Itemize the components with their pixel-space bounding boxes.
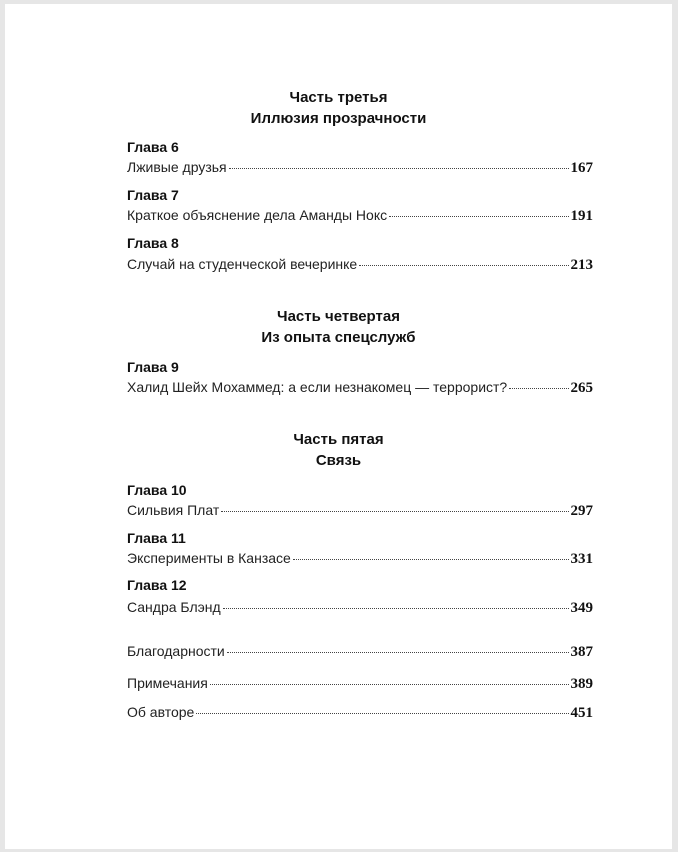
chapter-label: Глава 12 [127, 577, 187, 593]
toc-entry[interactable] [127, 501, 593, 520]
entry-title: Об авторе [127, 704, 195, 720]
part-heading [5, 306, 672, 348]
toc-entry[interactable] [127, 549, 593, 568]
chapter-label: Глава 7 [127, 187, 179, 203]
part-label: Часть четвертая [277, 308, 400, 325]
part-title: Связь [315, 452, 362, 469]
chapter-label: Глава 8 [127, 235, 179, 251]
page-number: 191 [570, 208, 593, 224]
entry-title: Сандра Блэнд [127, 599, 221, 615]
part-title: Из опыта спецслужб [261, 329, 416, 346]
dot-leader [210, 684, 569, 685]
page-number: 265 [570, 380, 593, 396]
entry-title: Лживые друзья [127, 159, 227, 175]
chapter-label: Глава 6 [127, 139, 179, 155]
toc-entry[interactable] [127, 378, 593, 397]
chapter-label: Глава 9 [127, 359, 179, 375]
entry-title: Благодарности [127, 643, 225, 659]
chapter-label: Глава 11 [127, 530, 186, 546]
toc-entry[interactable] [127, 598, 593, 617]
chapter-label: Глава 10 [127, 482, 187, 498]
dot-leader [221, 511, 568, 512]
toc-entry[interactable] [127, 255, 593, 274]
dot-leader [509, 388, 568, 389]
part-label: Часть пятая [293, 431, 384, 448]
entry-title: Халид Шейх Мохаммед: а если незнакомец — террорист? [127, 379, 508, 395]
page-number: 389 [570, 676, 593, 692]
entry-title: Примечания [127, 675, 208, 691]
part-heading [5, 429, 672, 471]
toc-entry[interactable] [127, 642, 593, 661]
dot-leader [229, 168, 569, 169]
page-number: 297 [570, 503, 593, 519]
dot-leader [389, 216, 568, 217]
dot-leader [359, 265, 568, 266]
part-label: Часть третья [289, 89, 388, 106]
dot-leader [196, 713, 568, 714]
toc-entry[interactable] [127, 206, 593, 225]
dot-leader [293, 559, 569, 560]
toc-page [5, 4, 672, 849]
page-number: 387 [570, 644, 593, 660]
entry-title: Случай на студенческой вечеринке [127, 256, 358, 272]
part-title: Иллюзия прозрачности [250, 110, 427, 127]
dot-leader [223, 608, 569, 609]
entry-title: Краткое объяснение дела Аманды Нокс [127, 207, 388, 223]
page-number: 213 [570, 257, 593, 273]
toc-entry[interactable] [127, 703, 593, 722]
page-number: 167 [570, 160, 593, 176]
toc-entry[interactable] [127, 674, 593, 693]
part-heading [5, 87, 672, 129]
entry-title: Сильвия Плат [127, 502, 220, 518]
page-number: 331 [570, 551, 593, 567]
entry-title: Эксперименты в Канзасе [127, 550, 291, 566]
page-number: 451 [570, 705, 593, 721]
page-number: 349 [570, 600, 593, 616]
dot-leader [227, 652, 569, 653]
toc-entry[interactable] [127, 158, 593, 177]
